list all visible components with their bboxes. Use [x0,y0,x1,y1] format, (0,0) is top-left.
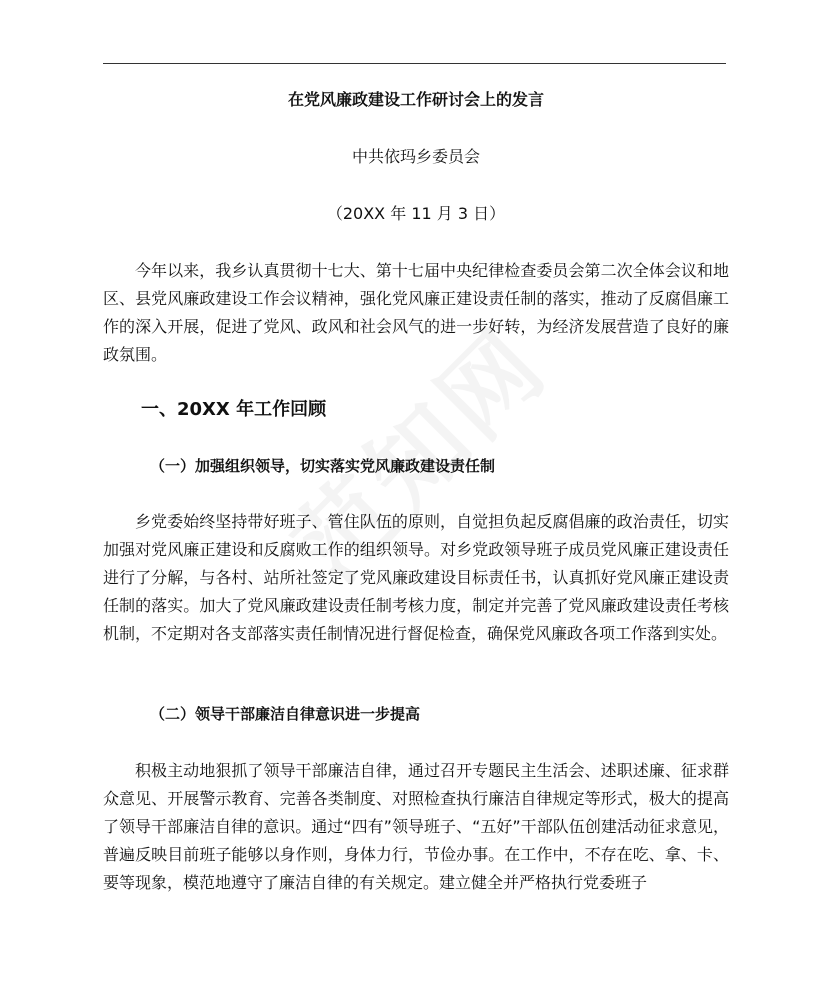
document-date: （20XX 年 11 月 3 日） [326,204,506,223]
organization-name: 中共依玛乡委员会 [351,147,480,166]
document-title: 在党风廉政建设工作研讨会上的发言 [287,90,544,109]
subsection-heading-1: （一）加强组织领导，切实落实党风廉政建设责任制 [150,457,496,475]
header-rule [103,63,726,64]
subsection-body-1: 乡党委始终坚持带好班子、管住队伍的原则，自觉担负起反腐倡廉的政治责任，切实加强对党风廉正建设和反腐败工作的组织领导。对乡党政领导班子成员党风廉正建设责任进行了分解，与各村、站所社签定了党风廉政建设目标责任书，认真抓好党风廉正建设责任制的落实。加大了党风廉政建设责任制考核力度，制定并完善了党风廉政建设责任考核机制，不定期对各支部落实责任制情况进行督促检查，确保党风廉政各项工作落到实处。 [103,512,729,643]
subsection-heading-2: （二）领导干部廉洁自律意识进一步提高 [150,705,421,723]
subsection-body-2: 积极主动地狠抓了领导干部廉洁自律，通过召开专题民主生活会、述职述廉、征求群众意见、开展警示教育、完善各类制度、对照检查执行廉洁自律规定等形式，极大的提高了领导干部廉洁自律的意识。通过“四有”领导班子、“五好”干部队伍创建活动征求意见，普遍反映目前班子能够以身作则，身体力行，节俭办事。在工作中，不存在吃、拿、卡、要等现象，模范地遵守了廉洁自律的有关规定。建立健全并严格执行党委班子 [103,761,729,892]
section-heading-review: 一、20XX 年工作回顾 [141,399,327,420]
intro-paragraph: 今年以来，我乡认真贯彻十七大、第十七届中央纪律检查委员会第二次全体会议和地区、县党风廉政建设工作会议精神，强化党风廉正建设责任制的落实，推动了反腐倡廉工作的深入开展，促进了党风、政风和社会风气的进一步好转，为经济发展营造了良好的廉政氛围。 [103,261,729,364]
